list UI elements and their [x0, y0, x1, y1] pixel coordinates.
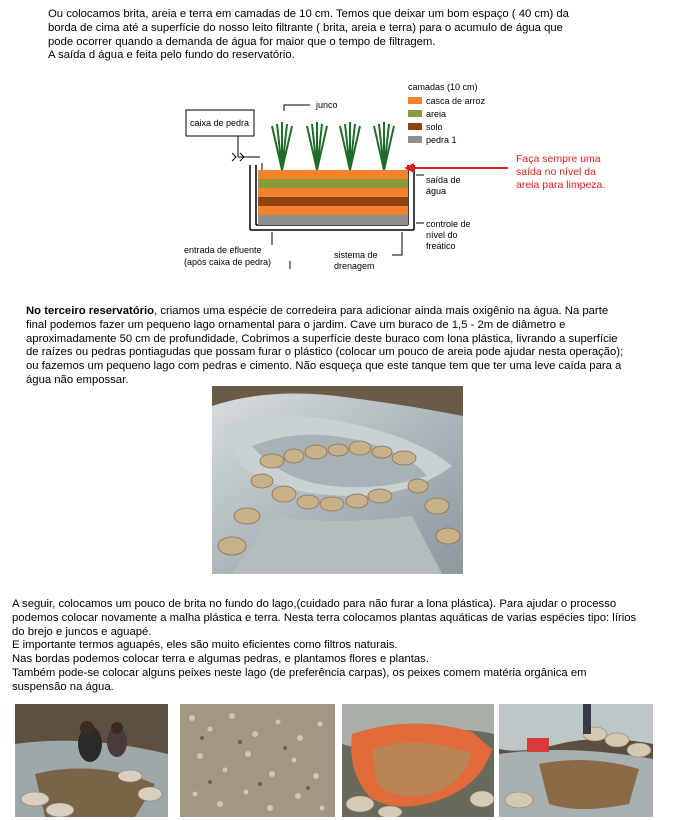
controle-label-3: freático [426, 241, 456, 251]
note-line-2: saída no nível da [516, 166, 596, 178]
layer-sand [258, 179, 408, 188]
section3-line: suspensão na água. [12, 680, 114, 693]
layer-stone [258, 215, 408, 225]
intro-paragraph [48, 8, 648, 63]
section2-line: de raízes ou pedras pontiagudas que possam furar o plástico (colocar um pouco de areia pode ajudar nesta operação); [26, 346, 624, 359]
section2-line: final podemos fazer um pequeno lago ornamental para o jardim. Cave um buraco de 1,5 - 2m de diâmetro e [26, 318, 566, 331]
section3-line: Nas bordas podemos colocar terra e algumas pedras, e plantamos flores e plantas. [12, 653, 429, 666]
layer-rice-husk [258, 188, 408, 197]
filter-layers-diagram [170, 75, 670, 280]
section2-bold-lead: No terceiro reservatório [26, 305, 155, 317]
pond-photo [212, 386, 463, 574]
photo-soil-layer [342, 704, 494, 817]
saida-label-1: saída de [426, 175, 461, 185]
section2-first-line-rest: , criamos uma espécie de corredeira para adicionar ainda mais oxigênio na água. Na parte [154, 305, 609, 317]
legend-swatch-soil [408, 123, 422, 130]
intro-line: Ou colocamos brita, areia e terra em camadas de 10 cm. Temos que deixar um bom espaço ( 40 cm) da [48, 8, 569, 20]
intro-line: borda de cima até a superfície do nosso leito filtrante ( brita, areia e terra) para o acumulo de água que [48, 21, 563, 34]
saida-label-2: água [426, 186, 447, 196]
legend-swatch-rice-husk [408, 97, 422, 104]
entrada-label-1: entrada de efluente [184, 245, 262, 255]
drenagem-label-2: drenagem [334, 261, 375, 271]
section3-paragraph [12, 598, 662, 695]
section2-line [26, 305, 666, 319]
photo-pond-edge [499, 704, 653, 817]
layer-rice-husk [258, 206, 408, 215]
section2-paragraph [26, 305, 666, 388]
section3-line: do brejo e juncos e aguapé. [12, 625, 152, 638]
layer-rice-husk [258, 170, 408, 179]
section2-line: aproximadamente 50 cm de profundidade, Cobrimos a superfície deste buraco com lona plástica, livrando a superfície [26, 332, 618, 345]
legend-label: casca de arroz [426, 96, 486, 106]
section2-line: ou fazemos um pequeno lago com pedras e cimento. Não esqueça que este tanque tem que ter uma leve caída para a [26, 360, 622, 373]
photo-gravel [180, 704, 335, 817]
section3-line: podemos colocar novamente a malha plástica e terra. Nesta terra colocamos plantas aquáticas de varias espécies tipo: lírios [12, 611, 637, 624]
section2-line: água não empossar. [26, 373, 129, 386]
intro-line: pode ocorrer quando a demanda de água for maior que o tempo de filtragem. [48, 35, 436, 48]
reed-plants [272, 122, 394, 170]
section3-line: A seguir, colocamos um pouco de brita no fundo do lago,(cuidado para não furar a lona plástica). Para ajudar o processo [12, 598, 617, 610]
caixa-de-pedra-label: caixa de pedra [190, 118, 250, 128]
photo-people-working [15, 704, 168, 817]
section3-line: E importante termos aguapés, eles são muito eficientes como filtros naturais. [12, 639, 398, 652]
legend-swatch-sand [408, 110, 422, 117]
intro-line: A saída d água e feita pelo fundo do reservatório. [48, 49, 295, 62]
legend-label: pedra 1 [426, 135, 457, 145]
drenagem-label-1: sistema de [334, 250, 378, 260]
junco-label: junco [316, 100, 338, 110]
note-line-1: Faça sempre uma [516, 153, 601, 165]
filter-layers [258, 170, 408, 225]
controle-label-2: nível do [426, 230, 458, 240]
legend-label: solo [426, 122, 443, 132]
entrada-label-2: (após caixa de pedra) [184, 257, 272, 267]
legend-swatch-stone [408, 136, 422, 143]
layer-soil [258, 197, 408, 206]
note-line-3: areia para limpeza. [516, 179, 606, 191]
legend-label: areia [426, 109, 447, 119]
section3-line: Também pode-se colocar alguns peixes neste lago (de preferência carpas), os peixes comem matéria orgânica em [12, 666, 587, 679]
controle-label-1: controle de [426, 219, 471, 229]
legend-title: camadas (10 cm) [408, 82, 478, 92]
